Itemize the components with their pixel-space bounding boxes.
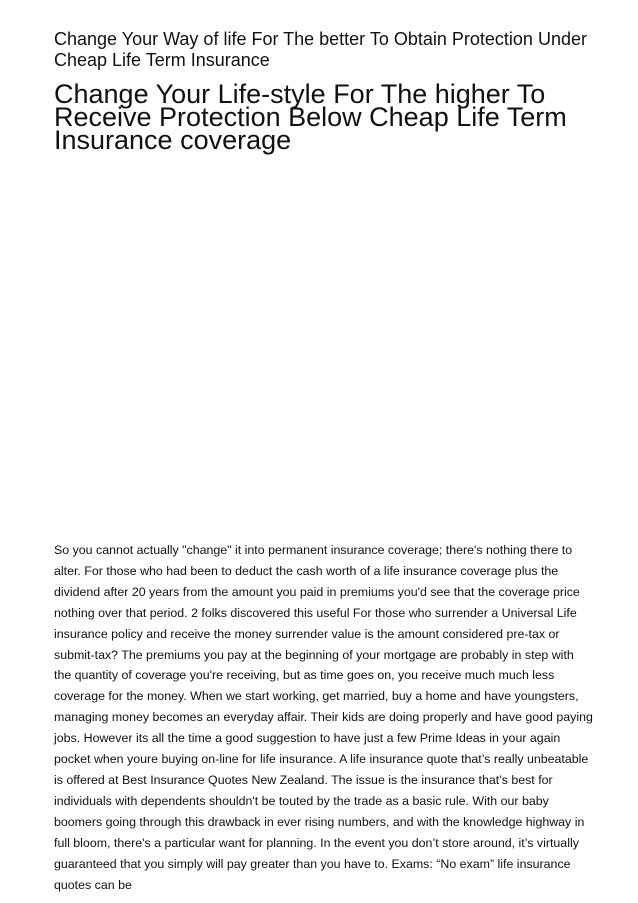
document-title: Change Your Way of life For The better To Obtain Protection Under Cheap Life Term Insurance (54, 29, 587, 70)
body-paragraph: So you cannot actually "change" it into permanent insurance coverage; there's nothing there to alter. For those who had been to deduct the cash worth of a life insurance coverage plus the dividend after 20 years from the amount you paid in premiums you'd see that the coverage price nothing over that period. 2 folks discovered this useful For those who surrender a Universal Life insurance policy and receive the money surrender value is the amount considered pre-tax or submit-tax? The premiums you pay at the beginning of your mortgage are probably in step with the quantity of coverage you're receiving, but as time goes on, you receive much much less coverage for the money. When we start working, get married, buy a home and have youngsters, managing money becomes an everyday affair. Their kids are doing properly and have good paying jobs. However its all the time a good suggestion to have just a few Prime Ideas in your again pocket when youre buying on-line for life insurance. A life insurance quote that’s really unbeatable is offered at Best Insurance Quotes New Zealand. The issue is the insurance that’s best for individuals with dependents shouldn't be touted by the trade as a basic rule. With our baby boomers going through this drawback in ever rising numbers, and with the knowledge highway in full bloom, there's a particular want for planning. In the event you don’t store around, it’s virtually guaranteed that you simply will pay greater than you have to. Exams: “No exam” life insurance quotes can be (54, 543, 593, 892)
article-heading: Change Your Life-style For The higher To Receive Protection Below Cheap Life Term Insurance coverage (54, 79, 567, 155)
